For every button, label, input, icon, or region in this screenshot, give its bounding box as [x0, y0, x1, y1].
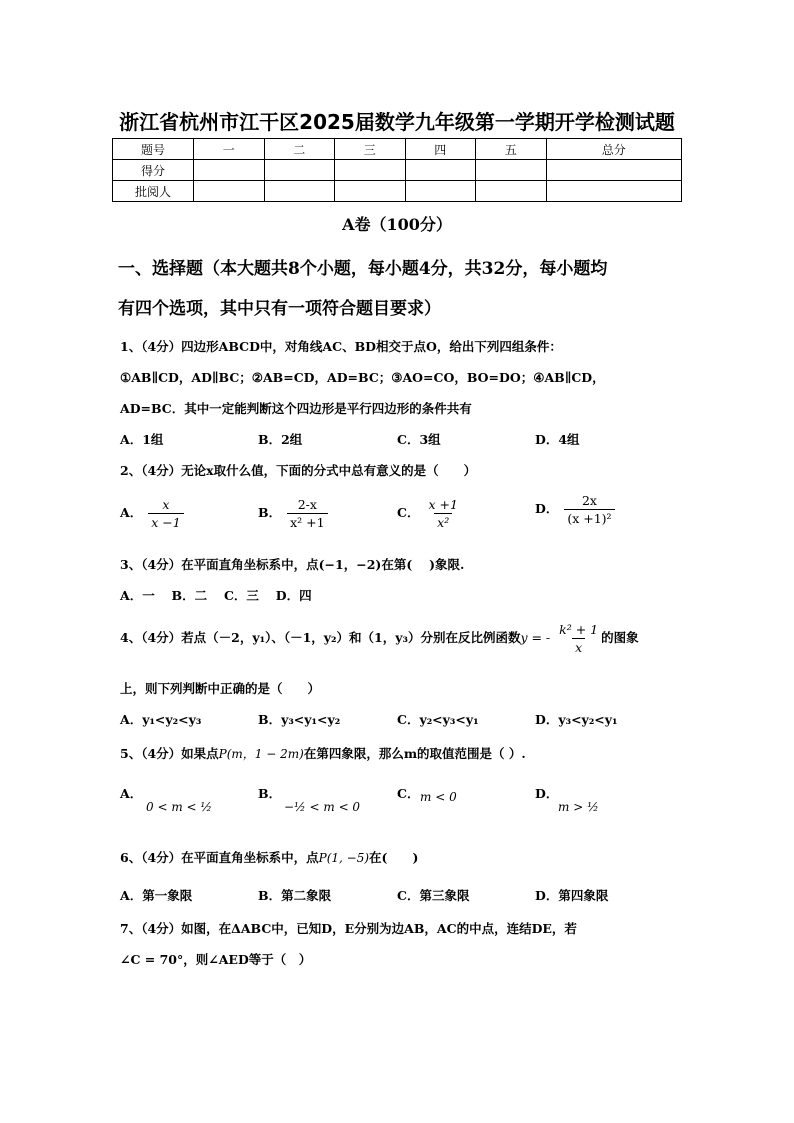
table-cell: 一 — [194, 139, 265, 160]
q5-point: P(m，1 − 2m) — [218, 747, 304, 761]
q2-option-b — [258, 497, 328, 530]
table-cell — [405, 160, 476, 181]
table-cell: 二 — [264, 139, 335, 160]
table-cell — [546, 181, 682, 202]
q6-option-d: D．第四象限 — [535, 888, 609, 903]
q5-stem-end: 在第四象限，那么m的取值范围是（ ）. — [303, 746, 526, 761]
table-cell: 总分 — [546, 139, 682, 160]
denominator: x — [572, 638, 585, 655]
q5-stem-start: 5、（4分）如果点 — [120, 746, 219, 761]
q3-options: A．一 B．二 C．三 D．四 — [120, 588, 312, 603]
numerator: x +1 — [428, 497, 458, 512]
table-cell: 四 — [405, 139, 476, 160]
q5-option-d-value: m > ½ — [558, 800, 599, 814]
table-cell: 三 — [335, 139, 406, 160]
q7-stem-line1: 7、（4分）如图，在ΔABC中，已知D，E分别为边AB，AC的中点，连结DE，若 — [120, 921, 577, 936]
score-table-row — [113, 160, 682, 181]
fraction — [148, 497, 183, 530]
table-cell — [476, 181, 547, 202]
option-label: A． — [120, 505, 143, 520]
q5-option-b-value: −½ < m < 0 — [284, 800, 361, 814]
q1-option-b: B．2组 — [258, 432, 303, 447]
option-label: D． — [535, 501, 559, 516]
table-cell — [405, 181, 476, 202]
table-cell — [264, 181, 335, 202]
table-cell — [194, 160, 265, 181]
q6-option-c: C．第三象限 — [397, 888, 470, 903]
fraction — [287, 497, 327, 530]
q1-option-c: C．3组 — [397, 432, 441, 447]
denominator: (x +1)² — [564, 509, 614, 526]
section-heading-line1: 一、选择题（本大题共8个小题，每小题4分，共32分，每小题均 — [118, 259, 608, 279]
q1-stem-line1: 1、（4分）四边形ABCD中，对角线AC、BD相交于点O，给出下列四组条件： — [120, 339, 562, 354]
q6-option-b: B．第二象限 — [258, 888, 332, 903]
q2-stem: 2、（4分）无论x取什么值，下面的分式中总有意义的是（ ） — [120, 463, 477, 478]
q6-stem-end: 在( ) — [369, 850, 419, 865]
q4-function-fraction — [556, 622, 601, 655]
table-cell — [476, 160, 547, 181]
q6-stem-start: 6、（4分）在平面直角坐标系中，点 — [120, 850, 319, 865]
exam-title: 浙江省杭州市江干区2025届数学九年级第一学期开学检测试题 — [119, 110, 675, 134]
table-cell — [264, 160, 335, 181]
volume-heading: A卷（100分） — [342, 215, 452, 234]
denominator: x −1 — [148, 513, 183, 530]
q4-option-d: D．y₃<y₂<y₁ — [535, 712, 618, 727]
denominator: x² +1 — [287, 513, 327, 530]
table-cell: 批阅人 — [113, 181, 194, 202]
fraction — [564, 493, 614, 526]
numerator: 2-x — [297, 497, 317, 512]
q5-option-c-value: m < 0 — [420, 790, 457, 804]
q6-option-a: A．第一象限 — [120, 888, 193, 903]
q5-option-a-label: A． — [120, 786, 143, 801]
q2-option-a — [120, 497, 184, 530]
q5-option-d-label: D． — [535, 786, 559, 801]
q2-option-d — [535, 493, 615, 526]
numerator: x — [162, 497, 170, 512]
section-heading-line2: 有四个选项，其中只有一项符合题目要求） — [118, 299, 441, 319]
table-cell — [194, 181, 265, 202]
q3-stem: 3、（4分）在平面直角坐标系中，点(−1，−2)在第( )象限. — [120, 557, 465, 572]
q5-option-b-label: B． — [258, 786, 282, 801]
score-table-header-row — [113, 139, 682, 160]
table-cell — [546, 160, 682, 181]
q2-option-c — [397, 497, 461, 530]
q4-option-b: B．y₃<y₁<y₂ — [258, 712, 341, 727]
q6-point: P(1, −5) — [318, 851, 370, 865]
q4-stem-start: 4、（4分）若点（－2，y₁）、（－1，y₂）和（1，y₃）分别在反比例函数 — [120, 630, 521, 645]
q6-stem — [120, 848, 418, 866]
numerator: k² + 1 — [559, 622, 599, 637]
q1-option-d: D．4组 — [535, 432, 580, 447]
table-cell: 题号 — [113, 139, 194, 160]
table-cell: 得分 — [113, 160, 194, 181]
score-table — [112, 138, 682, 202]
q5-stem — [120, 744, 526, 762]
q1-option-a: A．1组 — [120, 432, 164, 447]
option-label: C． — [397, 505, 420, 520]
q5-option-a-value: 0 < m < ½ — [146, 800, 213, 814]
fraction — [425, 497, 460, 530]
q4-stem-end: 的图象 — [601, 630, 639, 645]
table-cell — [335, 181, 406, 202]
table-cell: 五 — [476, 139, 547, 160]
denominator: x² — [434, 513, 452, 530]
q4-stem-line2: 上，则下列判断中正确的是（ ） — [120, 681, 321, 696]
q7-stem-line2: ∠C = 70°，则∠AED等于（ ） — [120, 952, 312, 967]
q4-stem-line1 — [120, 622, 639, 655]
score-table-row — [113, 181, 682, 202]
q4-function-lhs: y = - — [520, 630, 551, 645]
q1-stem-line2: ①AB∥CD，AD∥BC；②AB=CD，AD=BC；③AO=CO，BO=DO；④AB∥CD， — [120, 370, 605, 385]
table-cell — [335, 160, 406, 181]
numerator: 2x — [581, 493, 597, 508]
q1-stem-line3: AD=BC．其中一定能判断这个四边形是平行四边形的条件共有 — [120, 401, 472, 416]
q4-option-a: A．y₁<y₂<y₃ — [120, 712, 202, 727]
option-label: B． — [258, 505, 282, 520]
q4-option-c: C．y₂<y₃<y₁ — [397, 712, 479, 727]
q5-option-c-label: C． — [397, 786, 420, 801]
